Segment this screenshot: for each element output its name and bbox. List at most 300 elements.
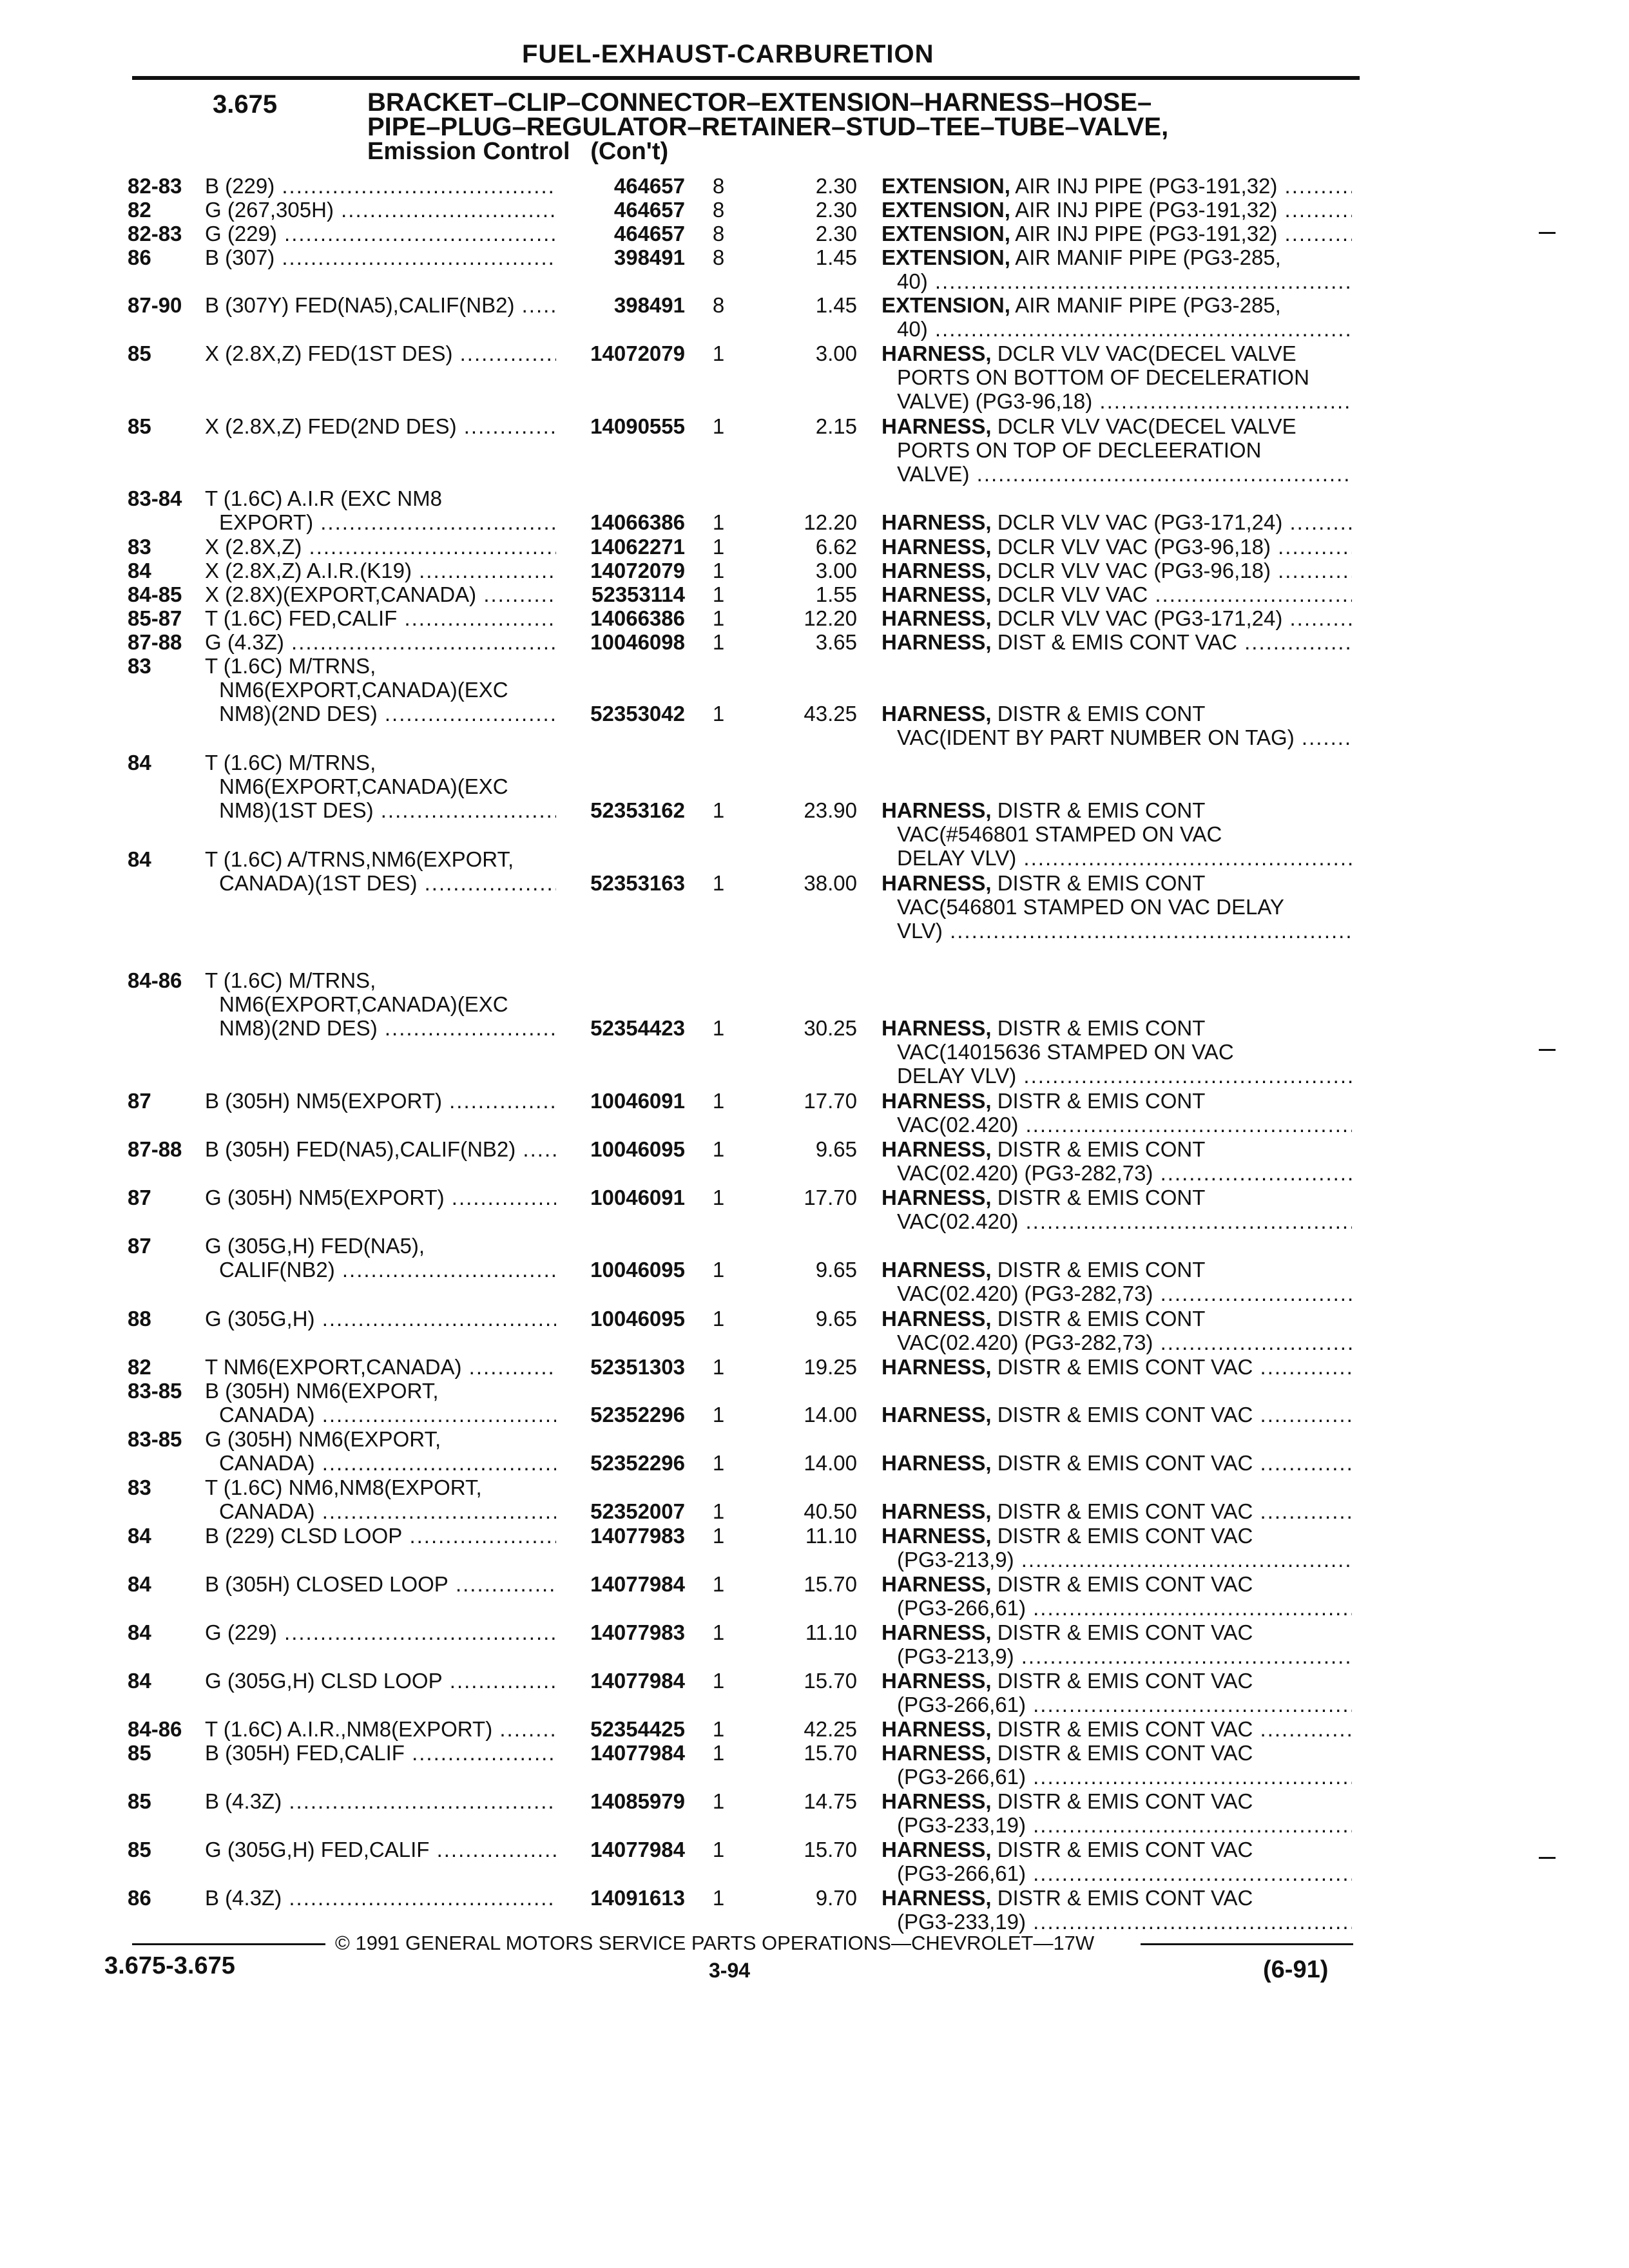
quantity: 1 [712,1089,725,1113]
part-number: 464657 [613,174,685,198]
description [882,510,1352,534]
description-line [882,1838,1352,1861]
description-text: DISTR & EMIS CONT [997,702,1206,726]
description [882,1717,1352,1741]
description-text: DISTR & EMIS CONT VAC [997,1524,1253,1548]
description-keyword: HARNESS, [882,510,992,534]
quantity: 8 [712,245,725,269]
application [205,1838,556,1861]
description [882,1307,1352,1354]
description-line [882,174,1352,198]
price: 3.65 [815,630,857,654]
application-line: G (305G,H) CLSD LOOP ..... [205,1669,556,1693]
quantity: 1 [712,414,725,438]
description-line: PORTS ON TOP OF DECLEERATION [897,438,1262,462]
part-number: 14091613 [590,1886,685,1910]
quantity: 1 [712,1355,725,1379]
description-text: DCLR VLV VAC(DECEL VALVE [997,341,1296,365]
application-line: T NM6(EXPORT,CANADA) ..... [205,1355,556,1379]
application-line: NM6(EXPORT,CANADA)(EXC [219,678,508,702]
description-line [882,702,1352,726]
revision-date: (6-91) [1263,1956,1329,1983]
application [205,1234,556,1282]
model-years: 87-90 [128,293,182,317]
application [205,1475,556,1523]
price: 11.10 [805,1524,857,1548]
part-number: 14077984 [590,1741,685,1765]
application [205,1524,556,1548]
quantity: 1 [712,1717,725,1741]
section-title [367,90,1168,164]
description-text: DCLR VLV VAC(DECEL VALVE [997,414,1296,438]
description [882,1741,1352,1789]
model-years: 87 [128,1234,151,1258]
description [882,798,1352,870]
description [882,1089,1352,1137]
price: 12.20 [804,510,857,534]
application-line: T (1.6C) A.I.R (EXC NM8 [205,486,442,510]
price: 38.00 [804,871,857,895]
description-text: DISTR & EMIS CONT [997,798,1206,822]
description-line: DELAY VLV) ..... [882,846,1352,870]
application [205,1379,556,1427]
part-number: 14062271 [590,535,685,559]
description-line: (PG3-233,19) ..... [882,1813,1352,1837]
description-line: VAC(02.420) ..... [882,1113,1352,1137]
description-line: VALVE) ..... [882,462,1352,486]
quantity: 1 [712,1789,725,1813]
description-line: (PG3-213,9) ..... [882,1548,1352,1571]
price: 9.65 [815,1137,857,1161]
part-number: 10046091 [590,1089,685,1113]
description-keyword: EXTENSION, [882,174,1010,198]
part-number: 52352296 [590,1403,685,1427]
description-keyword: HARNESS, [882,1669,992,1693]
application [205,582,556,606]
description-line: (PG3-266,61) ..... [882,1765,1352,1789]
application [205,535,556,559]
model-years: 84 [128,847,151,871]
description-text: AIR MANIF PIPE (PG3-285, [1015,245,1281,269]
price: 12.20 [804,606,857,630]
description-line: VLV) ..... [882,919,1352,943]
model-years: 86 [128,1886,151,1910]
quantity: 1 [712,1186,725,1209]
description [882,1524,1352,1571]
application [205,751,556,822]
part-number: 52353042 [590,702,685,726]
application-line: CANADA) ..... [205,1403,556,1427]
application-line: G (229) ..... [205,222,556,245]
description [882,606,1352,630]
description-keyword: HARNESS, [882,414,992,438]
section-cont: (Con't) [590,138,669,165]
price: 14.75 [804,1789,857,1813]
model-years: 83 [128,654,151,678]
description-line: VALVE) (PG3-96,18) ..... [882,389,1352,413]
description-keyword: HARNESS, [882,630,992,654]
model-years: 83-85 [128,1427,182,1451]
model-years: 83 [128,1475,151,1499]
price: 23.90 [804,798,857,822]
application-line: B (305H) CLOSED LOOP ..... [205,1572,556,1596]
description-keyword: HARNESS, [882,1717,992,1741]
price: 14.00 [804,1403,857,1427]
model-years: 84-86 [128,1717,182,1741]
model-years: 87 [128,1186,151,1209]
description-line [882,198,1352,222]
description [882,702,1352,749]
model-years: 87 [128,1089,151,1113]
model-years: 84 [128,751,151,774]
quantity: 1 [712,1620,725,1644]
application-line: CALIF(NB2) ..... [205,1258,556,1282]
section-subtitle: Emission Control [367,138,570,165]
price: 14.00 [804,1451,857,1475]
model-years: 85 [128,1741,151,1765]
part-number: 14077983 [590,1620,685,1644]
description [882,1403,1352,1427]
description-keyword: HARNESS, [882,1258,992,1282]
application [205,630,556,654]
description-line [882,293,1352,317]
application [205,1186,556,1209]
description-line [882,1717,1352,1741]
price: 2.30 [815,198,857,222]
price: 9.70 [815,1886,857,1910]
description-line: VAC(#546801 STAMPED ON VAC [897,822,1222,846]
quantity: 1 [712,1741,725,1765]
section-number: 3.675 [213,90,278,119]
application-line: T (1.6C) M/TRNS, [205,751,376,774]
description-text: DISTR & EMIS CONT [997,1089,1206,1113]
description-line [882,1355,1352,1379]
part-number: 14077983 [590,1524,685,1548]
description-text: DISTR & EMIS CONT [997,1137,1206,1161]
application-line: X (2.8X,Z) A.I.R.(K19) ..... [205,559,556,582]
quantity: 8 [712,293,725,317]
application-line: X (2.8X)(EXPORT,CANADA) ..... [205,582,556,606]
description-text: DCLR VLV VAC [997,582,1148,606]
page-number: 3-94 [709,1959,751,1982]
model-years: 86 [128,245,151,269]
description-keyword: HARNESS, [882,1089,992,1113]
quantity: 1 [712,630,725,654]
description-keyword: HARNESS, [882,871,992,895]
model-years: 84-85 [128,582,182,606]
part-number: 14072079 [590,341,685,365]
description-text: DISTR & EMIS CONT VAC [997,1572,1253,1596]
model-years: 83 [128,535,151,559]
section-subtitle-line [367,139,1168,164]
application-line: G (305G,H) ..... [205,1307,556,1331]
price: 30.25 [804,1016,857,1040]
description [882,1620,1352,1668]
application [205,654,556,726]
application-line: B (229) ..... [205,174,556,198]
part-number: 464657 [613,198,685,222]
description-text: DISTR & EMIS CONT VAC [997,1717,1253,1741]
application-line: EXPORT) ..... [205,510,556,534]
description [882,1186,1352,1233]
description [882,1258,1352,1305]
application-line: B (4.3Z) ..... [205,1886,556,1910]
part-number: 52354423 [590,1016,685,1040]
part-number: 14066386 [590,606,685,630]
description-text: DISTR & EMIS CONT [997,1307,1206,1331]
quantity: 8 [712,222,725,245]
description-line [882,630,1352,654]
description-text: DCLR VLV VAC (PG3-96,18) [997,535,1271,559]
application [205,414,556,438]
description-line [882,1089,1352,1113]
part-number: 52353163 [590,871,685,895]
description-keyword: HARNESS, [882,1838,992,1861]
description-line: (PG3-266,61) ..... [882,1861,1352,1885]
price: 2.30 [815,174,857,198]
price: 2.30 [815,222,857,245]
model-years: 83-84 [128,486,182,510]
description-text: AIR INJ PIPE (PG3-191,32) [1015,222,1278,245]
application [205,1620,556,1644]
description [882,871,1352,943]
model-years: 84 [128,1572,151,1596]
application [205,1137,556,1161]
application [205,1355,556,1379]
description-line: VAC(02.420) (PG3-282,73) ..... [882,1282,1352,1305]
description [882,414,1352,486]
description-line: VAC(02.420) (PG3-282,73) ..... [882,1161,1352,1185]
description [882,222,1352,245]
description-text: DISTR & EMIS CONT VAC [997,1451,1253,1475]
description [882,341,1352,413]
description [882,1451,1352,1475]
price: 40.50 [804,1499,857,1523]
price: 15.70 [804,1572,857,1596]
application-line: G (267,305H) ..... [205,198,556,222]
part-number: 52353162 [590,798,685,822]
application [205,293,556,317]
description-line: PORTS ON BOTTOM OF DECELERATION [897,365,1309,389]
description-line [882,1451,1352,1475]
description-text: AIR MANIF PIPE (PG3-285, [1015,293,1281,317]
part-number: 10046098 [590,630,685,654]
description [882,1016,1352,1088]
part-number: 14077984 [590,1669,685,1693]
model-years: 88 [128,1307,151,1331]
application [205,1741,556,1765]
application [205,174,556,198]
quantity: 1 [712,535,725,559]
description-line [882,341,1352,365]
quantity: 1 [712,1524,725,1548]
description-keyword: HARNESS, [882,1499,992,1523]
description-keyword: HARNESS, [882,1524,992,1548]
application-line: B (307Y) FED(NA5),CALIF(NB2) ..... [205,293,556,317]
quantity: 1 [712,1886,725,1910]
description-text: DIST & EMIS CONT VAC [997,630,1237,654]
application-line: CANADA) ..... [205,1499,556,1523]
section-title-line-2: PIPE–PLUG–REGULATOR–RETAINER–STUD–TEE–TUBE–VALVE, [367,113,1169,141]
application-line: NM8)(2ND DES) ..... [205,702,556,726]
part-number: 52351303 [590,1355,685,1379]
description [882,198,1352,222]
description [882,1838,1352,1885]
quantity: 1 [712,510,725,534]
application-line: G (305H) NM6(EXPORT, [205,1427,441,1451]
model-years: 82 [128,198,151,222]
price: 15.70 [804,1838,857,1861]
description-text: DISTR & EMIS CONT [997,1186,1206,1209]
application [205,1307,556,1331]
quantity: 1 [712,702,725,726]
description-line [882,871,1352,895]
description-text: DISTR & EMIS CONT VAC [997,1789,1253,1813]
description-keyword: HARNESS, [882,341,992,365]
application-line: T (1.6C) M/TRNS, [205,654,376,678]
price: 1.45 [815,293,857,317]
margin-mark [1539,1049,1556,1051]
model-years: 82 [128,1355,151,1379]
model-years: 84 [128,1524,151,1548]
description-text: DISTR & EMIS CONT VAC [997,1838,1253,1861]
price: 2.15 [815,414,857,438]
description-keyword: HARNESS, [882,1307,992,1331]
part-number: 398491 [613,293,685,317]
application [205,1669,556,1693]
description-line [882,606,1352,630]
price: 1.45 [815,245,857,269]
description [882,293,1352,341]
description-line: (PG3-213,9) ..... [882,1644,1352,1668]
description [882,1886,1352,1934]
quantity: 1 [712,582,725,606]
model-years: 87-88 [128,1137,182,1161]
page-header: FUEL-EXHAUST-CARBURETION [522,40,934,68]
application-line: B (307) ..... [205,245,556,269]
quantity: 1 [712,871,725,895]
application [205,1886,556,1910]
description-text: DISTR & EMIS CONT VAC [997,1741,1253,1765]
description-line: (PG3-266,61) ..... [882,1693,1352,1716]
application-line: B (305H) FED(NA5),CALIF(NB2) ..... [205,1137,556,1161]
model-years: 85 [128,414,151,438]
description-line: VAC(02.420) ..... [882,1209,1352,1233]
quantity: 1 [712,559,725,582]
application [205,222,556,245]
description-line [882,414,1352,438]
part-number: 52354425 [590,1717,685,1741]
description-line [882,510,1352,534]
description-line: VAC(02.420) (PG3-282,73) ..... [882,1331,1352,1354]
quantity: 1 [712,1451,725,1475]
part-number: 398491 [613,245,685,269]
price: 17.70 [804,1186,857,1209]
model-years: 85 [128,1789,151,1813]
application-line: X (2.8X,Z) ..... [205,535,556,559]
part-number: 10046091 [590,1186,685,1209]
description-line: (PG3-266,61) ..... [882,1596,1352,1620]
application-line: T (1.6C) M/TRNS, [205,968,376,992]
description-text: DISTR & EMIS CONT VAC [997,1886,1253,1910]
application-line: T (1.6C) FED,CALIF ..... [205,606,556,630]
description [882,535,1352,559]
description-keyword: HARNESS, [882,1620,992,1644]
application [205,559,556,582]
quantity: 8 [712,198,725,222]
price: 1.55 [815,582,857,606]
header-rule [132,76,1360,80]
description-line [882,1016,1352,1040]
quantity: 1 [712,1258,725,1282]
description [882,1499,1352,1523]
application-line: G (305H) NM5(EXPORT) ..... [205,1186,556,1209]
description-line [882,1572,1352,1596]
description-line [882,1186,1352,1209]
part-number: 10046095 [590,1307,685,1331]
description [882,1669,1352,1716]
model-years: 85 [128,341,151,365]
description-text: AIR INJ PIPE (PG3-191,32) [1015,174,1278,198]
part-number: 52352007 [590,1499,685,1523]
quantity: 1 [712,1669,725,1693]
description-keyword: HARNESS, [882,606,992,630]
description-text: DISTR & EMIS CONT [997,1258,1206,1282]
application [205,1572,556,1596]
description-keyword: HARNESS, [882,1403,992,1427]
description-keyword: HARNESS, [882,1186,992,1209]
description-keyword: HARNESS, [882,1137,992,1161]
price: 19.25 [804,1355,857,1379]
model-years: 82-83 [128,174,182,198]
margin-mark [1539,1857,1556,1859]
description [882,1789,1352,1837]
part-number: 14085979 [590,1789,685,1813]
description-text: DISTR & EMIS CONT VAC [997,1669,1253,1693]
description [882,174,1352,198]
description-keyword: EXTENSION, [882,222,1010,245]
part-number: 52353114 [591,582,685,606]
application-line: B (305H) NM5(EXPORT) ..... [205,1089,556,1113]
description-line: VAC(546801 STAMPED ON VAC DELAY [897,895,1284,919]
part-number: 14066386 [590,510,685,534]
quantity: 1 [712,798,725,822]
description-text: DISTR & EMIS CONT VAC [997,1403,1253,1427]
price: 15.70 [804,1741,857,1765]
application-line: B (305H) FED,CALIF ..... [205,1741,556,1765]
description-line: (PG3-233,19) ..... [882,1910,1352,1934]
price: 3.00 [815,341,857,365]
application-line: X (2.8X,Z) FED(1ST DES) ..... [205,341,556,365]
application-line: CANADA) ..... [205,1451,556,1475]
application-line: G (4.3Z) ..... [205,630,556,654]
application-line: NM8)(1ST DES) ..... [205,798,556,822]
description-line [882,1258,1352,1282]
description [882,630,1352,654]
application-line: B (305H) NM6(EXPORT, [205,1379,439,1403]
quantity: 1 [712,606,725,630]
application-line: T (1.6C) A/TRNS,NM6(EXPORT, [205,847,514,871]
price: 42.25 [804,1717,857,1741]
description-line [882,535,1352,559]
description [882,1355,1352,1379]
part-number: 14077984 [590,1838,685,1861]
application-line: NM6(EXPORT,CANADA)(EXC [219,774,508,798]
description-keyword: EXTENSION, [882,245,1010,269]
application-line: G (305G,H) FED(NA5), [205,1234,425,1258]
application-line: NM8)(2ND DES) ..... [205,1016,556,1040]
application [205,1427,556,1475]
